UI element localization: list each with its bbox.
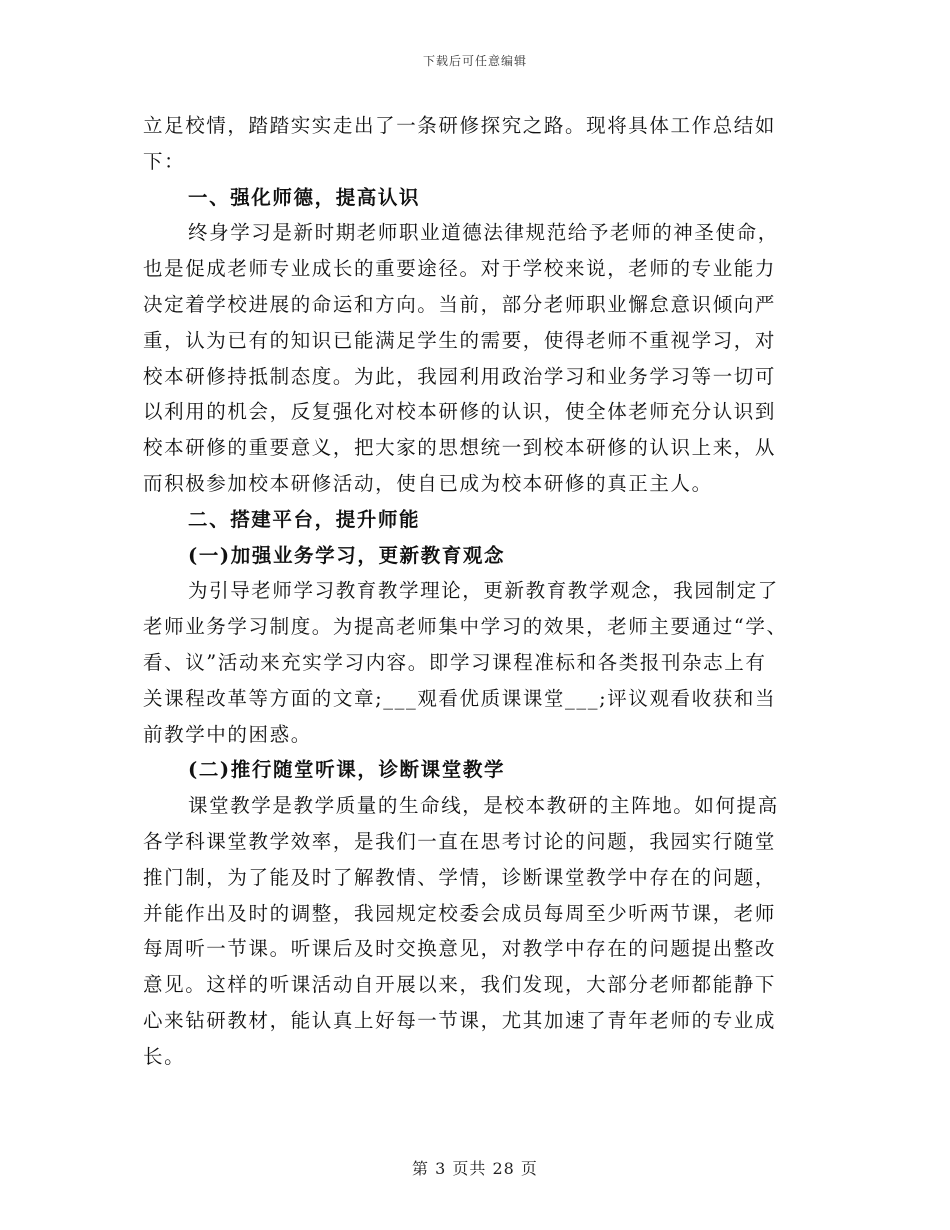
section-heading: 二、搭建平台，提升师能 — [188, 507, 421, 531]
text-line: 校本研修的重要意义，把大家的思想统一到校本研修的认识上来，从 — [143, 436, 777, 460]
text-line: 看、议”活动来充实学习内容。即学习课程准标和各类报刊杂志上有 — [143, 650, 767, 674]
text-line: 意见。这样的听课活动自开展以来，我们发现，大部分老师都能静下 — [143, 973, 777, 997]
subsection-heading: (一)加强业务学习，更新教育观念 — [188, 543, 506, 567]
page-footer: 第 3 页共 28 页 — [412, 1159, 538, 1178]
text-line: 而积极参加校本研修活动，使自已成为校本研修的真正主人。 — [143, 471, 713, 495]
subsection-heading: (二)推行随堂听课，诊断课堂教学 — [188, 758, 506, 782]
text-line: 为引导老师学习教育教学理论，更新教育教学观念，我园制定了 — [188, 579, 779, 603]
text-line: 并能作出及时的调整，我园规定校委会成员每周至少听两节课，老师 — [143, 901, 777, 925]
text-line: 重，认为已有的知识已能满足学生的需要，使得老师不重视学习，对 — [143, 328, 777, 352]
text-line: 也是促成老师专业成长的重要途径。对于学校来说，老师的专业能力 — [143, 257, 777, 281]
text-line: 立足校情，踏踏实实走出了一条研修探究之路。现将具体工作总结如 — [143, 114, 777, 137]
text-line: 推门制，为了能及时了解教情、学情，诊断课堂教学中存在的问题， — [143, 865, 777, 889]
section-heading: 一、强化师德，提高认识 — [188, 185, 421, 209]
text-line: 下： — [143, 149, 186, 173]
text-line: 前教学中的困惑。 — [143, 722, 312, 746]
text-line: 关课程改革等方面的文章;___观看优质课课堂___;评议观看收获和当 — [143, 686, 777, 710]
text-line: 长。 — [143, 1044, 186, 1068]
text-line: 心来钻研教材，能认真上好每一节课，尤其加速了青年老师的专业成 — [143, 1008, 777, 1032]
text-line: 每周听一节课。听课后及时交换意见，对教学中存在的问题提出整改 — [143, 937, 777, 961]
text-line: 课堂教学是教学质量的生命线，是校本教研的主阵地。如何提高 — [188, 794, 779, 818]
text-line: 老师业务学习制度。为提高老师集中学习的效果，老师主要通过“学、 — [143, 615, 788, 639]
page-header: 下载后可任意编辑 — [422, 54, 527, 68]
text-line: 决定着学校进展的命运和方向。当前，部分老师职业懈怠意识倾向严 — [143, 292, 777, 316]
text-line: 终身学习是新时期老师职业道德法律规范给予老师的神圣使命， — [188, 221, 779, 245]
text-line: 以利用的机会，反复强化对校本研修的认识，使全体老师充分认识到 — [143, 400, 777, 424]
text-line: 校本研修持抵制态度。为此，我园利用政治学习和业务学习等一切可 — [143, 364, 777, 388]
document-body — [143, 108, 809, 1075]
text-line: 各学科课堂教学效率，是我们一直在思考讨论的问题，我园实行随堂 — [143, 829, 777, 853]
